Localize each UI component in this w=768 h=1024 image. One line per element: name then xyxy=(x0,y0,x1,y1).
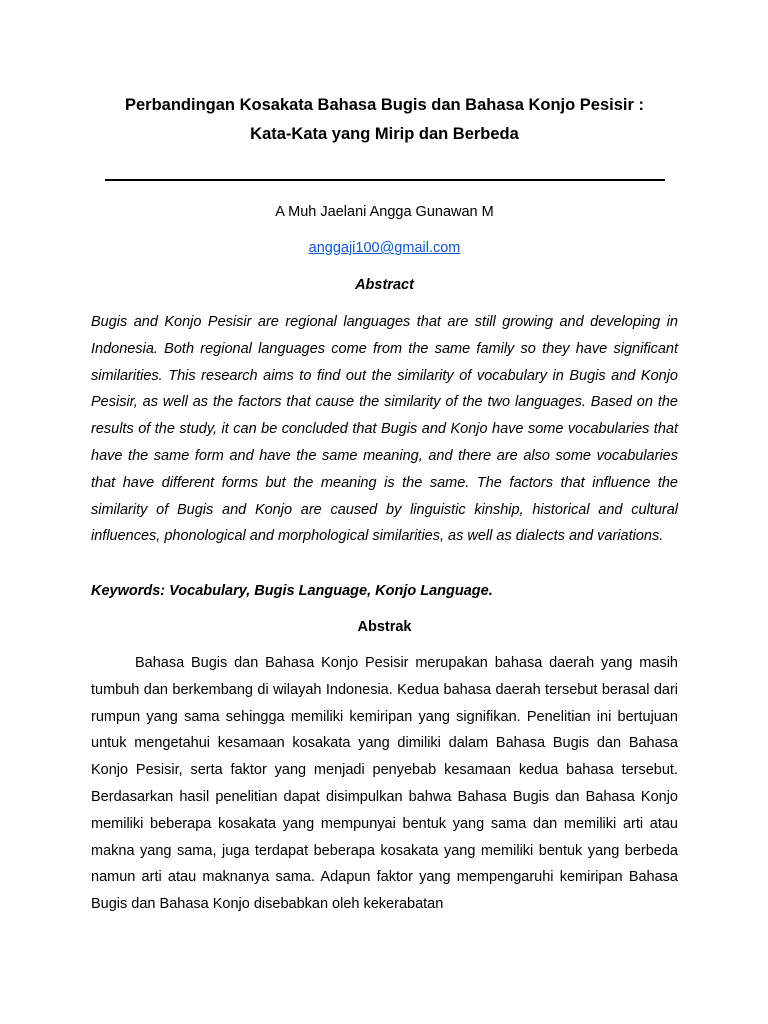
abstrak-body: Bahasa Bugis dan Bahasa Konjo Pesisir merupakan bahasa daerah yang masih tumbuh dan berkembang di wilayah Indonesia. Kedua bahasa daerah tersebut berasal dari rumpun yang sama sehingga memiliki kemiripan yang signifikan. Penelitian ini bertujuan untuk mengetahui kesamaan kosakata yang dimiliki dalam Bahasa Bugis dan Bahasa Konjo Pesisir, serta faktor yang menjadi penyebab kesamaan kedua bahasa tersebut. Berdasarkan hasil penelitian dapat disimpulkan bahwa Bahasa Bugis dan Bahasa Konjo memiliki beberapa kosakata yang mempunyai bentuk yang sama dan memiliki arti atau makna yang sama, juga terdapat beberapa kosakata yang memiliki bentuk yang berbeda namun arti atau maknanya sama. Adapun faktor yang mempengaruhi kemiripan Bahasa Bugis dan Bahasa Konjo disebabkan oleh kekerabatan xyxy=(91,655,678,913)
title-divider xyxy=(105,179,665,181)
author-email-link[interactable]: anggaji100@gmail.com xyxy=(308,240,461,256)
author-name: A Muh Jaelani Angga Gunawan M xyxy=(275,204,494,220)
abstract-heading: Abstract xyxy=(355,277,414,293)
author-email-row xyxy=(91,239,678,257)
abstrak-heading: Abstrak xyxy=(357,619,412,635)
abstract-body: Bugis and Konjo Pesisir are regional languages that are still growing and developing in Indonesia. Both regional languages come from the same family so they have significant similarities. This research aims to find out the similarity of vocabulary in Bugis and Konjo Pesisir, as well as the factors that cause the similarity of the two languages. Based on the results of the study, it can be concluded that Bugis and Konjo have some vocabularies that have the same form and have the same meaning, and there are also some vocabularies that have different forms but the meaning is the same. The factors that influence the similarity of Bugis and Konjo are caused by linguistic kinship, historical and cultural influences, phonological and morphological similarities, as well as dialects and variations. xyxy=(91,314,678,545)
title-line-1: Perbandingan Kosakata Bahasa Bugis dan Bahasa Konjo Pesisir : xyxy=(125,96,644,114)
title-line-2: Kata-Kata yang Mirip dan Berbeda xyxy=(250,125,519,143)
keywords-line: Keywords: Vocabulary, Bugis Language, Konjo Language. xyxy=(91,583,493,599)
